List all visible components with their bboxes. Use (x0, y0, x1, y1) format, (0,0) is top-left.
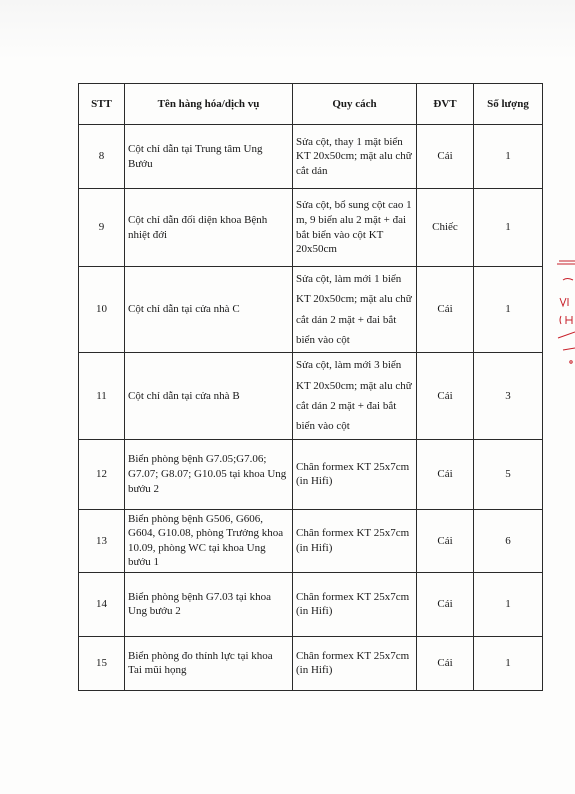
cell-unit: Cái (417, 636, 474, 690)
table-row (79, 509, 543, 572)
table-row (79, 267, 543, 353)
table-row (79, 125, 543, 189)
cell-item-name: Biển phòng bệnh G506, G606, G604, G10.08, phòng Trưởng khoa 10.09, phòng WC tại khoa Ung bướu 1 (125, 509, 293, 572)
cell-specification: Chân formex KT 25x7cm (in Hifi) (293, 636, 417, 690)
cell-stt: 13 (79, 509, 125, 572)
cell-unit: Cái (417, 267, 474, 353)
cell-stt: 8 (79, 125, 125, 189)
cell-specification: Sửa cột, thay 1 mặt biển KT 20x50cm; mặt alu chữ cắt dán (293, 125, 417, 189)
header-item-name: Tên hàng hóa/dịch vụ (125, 84, 293, 125)
cell-quantity: 5 (474, 439, 543, 509)
cell-specification: Sửa cột, làm mới 3 biển KT 20x50cm; mặt alu chữ cắt dán 2 mặt + đai bắt biển vào cột (293, 353, 417, 439)
cell-specification: Chân formex KT 25x7cm (in Hifi) (293, 572, 417, 636)
table-row (79, 572, 543, 636)
cell-quantity: 1 (474, 189, 543, 267)
cell-specification: Sửa cột, bổ sung cột cao 1 m, 9 biển alu 2 mặt + đai bắt biển vào cột KT 20x50cm (293, 189, 417, 267)
cell-item-name: Cột chỉ dẫn tại Trung tâm Ung Bướu (125, 125, 293, 189)
cell-stt: 9 (79, 189, 125, 267)
header-quantity: Số lượng (474, 84, 543, 125)
cell-specification: Sửa cột, làm mới 1 biển KT 20x50cm; mặt alu chữ cắt dán 2 mặt + đai bắt biển vào cột (293, 267, 417, 353)
cell-stt: 14 (79, 572, 125, 636)
cell-specification: Chân formex KT 25x7cm (in Hifi) (293, 509, 417, 572)
cell-item-name: Cột chỉ dẫn đối diện khoa Bệnh nhiệt đới (125, 189, 293, 267)
cell-unit: Cái (417, 125, 474, 189)
cell-quantity: 1 (474, 572, 543, 636)
cell-quantity: 1 (474, 267, 543, 353)
cell-unit: Cái (417, 353, 474, 439)
cell-stt: 11 (79, 353, 125, 439)
goods-table (78, 83, 543, 691)
cell-specification: Chân formex KT 25x7cm (in Hifi) (293, 439, 417, 509)
table-row (79, 189, 543, 267)
table-row (79, 439, 543, 509)
cell-stt: 15 (79, 636, 125, 690)
cell-item-name: Biển phòng bệnh G7.03 tại khoa Ung bướu 2 (125, 572, 293, 636)
cell-item-name: Biển phòng đo thính lực tại khoa Tai mũi họng (125, 636, 293, 690)
cell-unit: Cái (417, 572, 474, 636)
cell-item-name: Cột chỉ dẫn tại cửa nhà C (125, 267, 293, 353)
red-seal-stamp-fragment (557, 258, 575, 378)
table-header-row (79, 84, 543, 125)
cell-unit: Chiếc (417, 189, 474, 267)
cell-quantity: 3 (474, 353, 543, 439)
cell-quantity: 6 (474, 509, 543, 572)
cell-quantity: 1 (474, 636, 543, 690)
table-row (79, 353, 543, 439)
header-unit: ĐVT (417, 84, 474, 125)
header-specification: Quy cách (293, 84, 417, 125)
cell-stt: 12 (79, 439, 125, 509)
cell-stt: 10 (79, 267, 125, 353)
cell-unit: Cái (417, 439, 474, 509)
cell-item-name: Biển phòng bệnh G7.05;G7.06; G7.07; G8.07; G10.05 tại khoa Ung bướu 2 (125, 439, 293, 509)
cell-unit: Cái (417, 509, 474, 572)
scan-shadow (0, 0, 575, 60)
table-row (79, 636, 543, 690)
cell-item-name: Cột chỉ dẫn tại cửa nhà B (125, 353, 293, 439)
header-stt: STT (79, 84, 125, 125)
cell-quantity: 1 (474, 125, 543, 189)
